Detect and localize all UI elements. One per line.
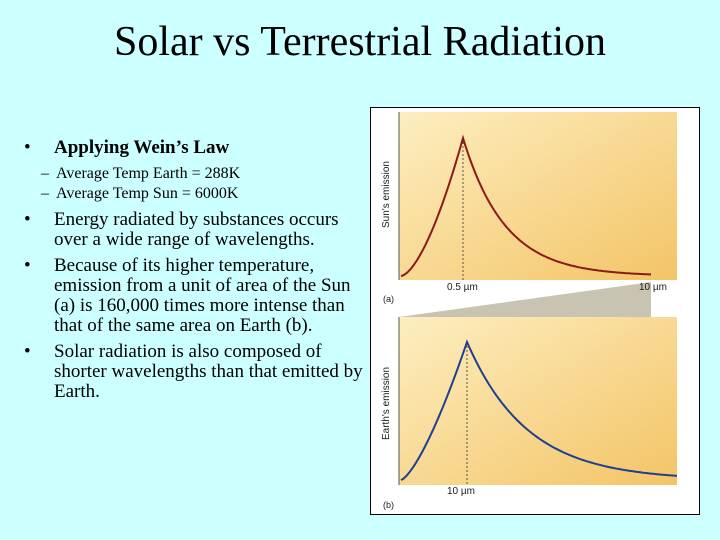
- bullet-marker: •: [24, 255, 31, 276]
- sub-bullet-item: [34, 164, 364, 184]
- panel-a-background: [399, 112, 677, 280]
- sub-bullet-item: [34, 184, 364, 204]
- emission-diagram: [371, 108, 699, 514]
- bullet-marker: •: [24, 209, 31, 230]
- sub-bullet-list: [24, 164, 364, 204]
- sub-bullet-text: Average Temp Sun = 6000K: [56, 185, 239, 202]
- bullet-marker: •: [24, 341, 31, 362]
- sub-bullet-marker: –: [41, 165, 49, 182]
- scale-band: [399, 282, 651, 317]
- bullet-text: Because of its higher temperature, emission from a unit of area of the Sun (a) is 160,000 times more intense than that of the same area on Earth (b).: [54, 255, 351, 336]
- bullet-item: [24, 256, 364, 336]
- bullet-item: [24, 342, 364, 402]
- bullet-text: Solar radiation is also composed of shorter wavelengths than that emitted by Earth.: [54, 341, 363, 402]
- panel-a-tick-peak: 0.5 µm: [447, 282, 478, 293]
- panel-a-ylabel: Sun's emission: [381, 161, 392, 228]
- panel-b-tick-peak: 10 µm: [447, 486, 475, 497]
- panel-b-label: (b): [383, 500, 394, 510]
- bullet-marker: •: [24, 137, 31, 158]
- panel-b-background: [399, 317, 677, 485]
- panel-a-tick-end: 10 µm: [639, 282, 667, 293]
- bullet-text: Applying Wein’s Law: [54, 137, 230, 158]
- bullet-text: Energy radiated by substances occurs over a wide range of wavelengths.: [54, 209, 339, 250]
- panel-b-ylabel: Earth's emission: [381, 366, 392, 440]
- sub-bullet-text: Average Temp Earth = 288K: [56, 165, 241, 182]
- bullet-item: [24, 138, 364, 158]
- emission-figure: [370, 107, 700, 515]
- sub-bullet-marker: –: [41, 185, 49, 202]
- slide-title: Solar vs Terrestrial Radiation: [113, 19, 606, 65]
- panel-a-label: (a): [383, 294, 394, 304]
- bullet-list: [24, 138, 364, 408]
- bullet-item: [24, 210, 364, 250]
